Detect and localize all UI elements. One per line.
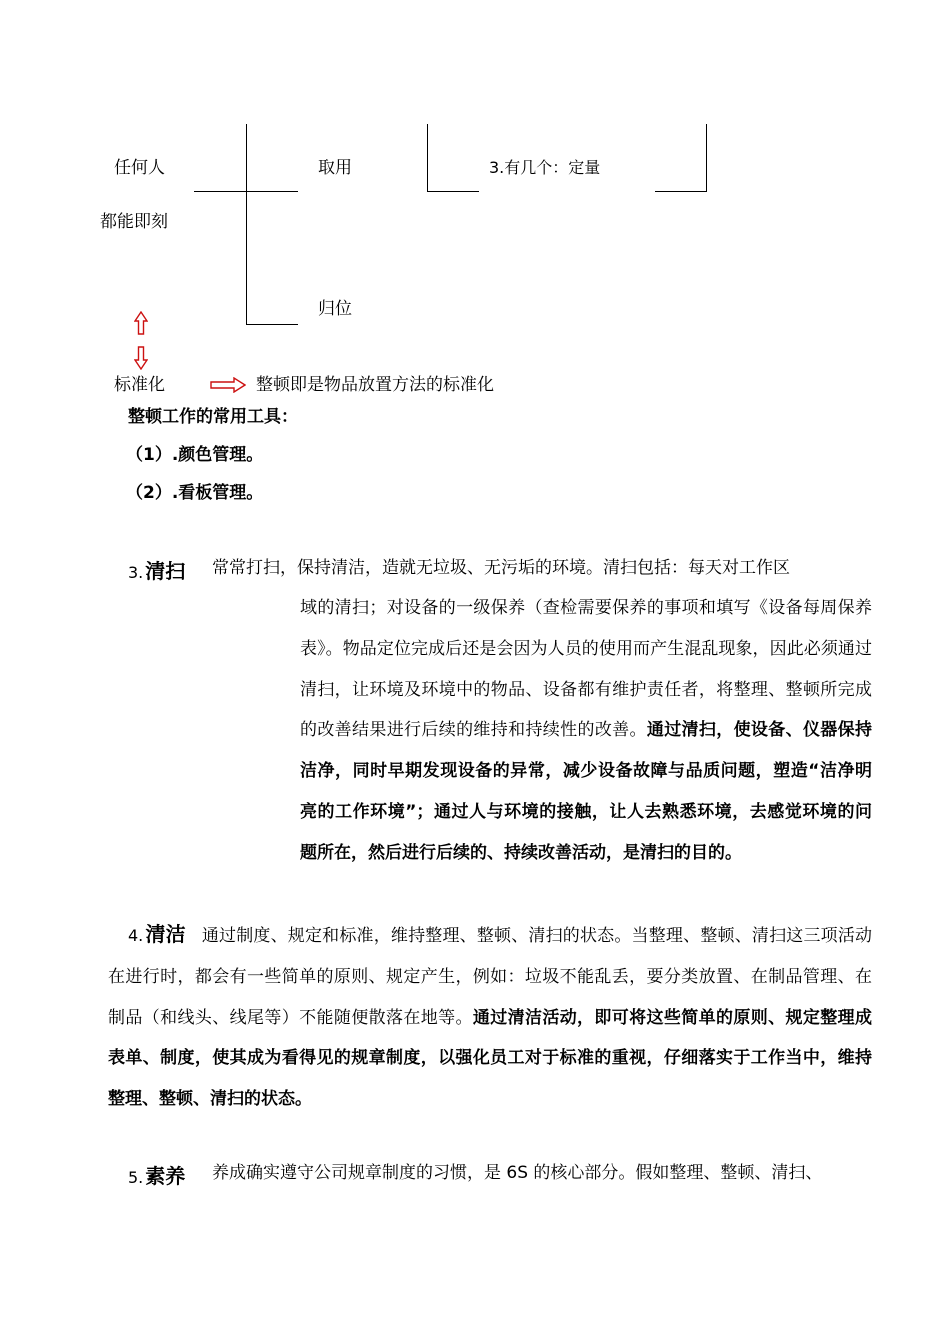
label-standardize: 标准化 (114, 375, 165, 395)
arrow-down-icon (134, 346, 148, 370)
bracket-right-base (655, 191, 707, 192)
connector-return (246, 324, 298, 325)
bracket-right (706, 124, 707, 192)
section-cleaning-intro: 常常打扫，保持清洁，造就无垃圾、无污垢的环境。清扫包括：每天对工作区 (212, 558, 790, 578)
section-discipline-intro: 养成确实遵守公司规章制度的习惯，是 6S 的核心部分。假如整理、整顿、清扫、 (212, 1163, 823, 1183)
section-title: 清扫 (145, 559, 186, 583)
tool-item-board: （2）.看板管理。 (126, 483, 264, 503)
label-anyone: 任何人 (114, 158, 165, 178)
section-number: 3. (128, 563, 144, 582)
label-conclusion: 整顿即是物品放置方法的标准化 (256, 375, 494, 395)
label-return: 归位 (318, 299, 352, 319)
arrow-right-icon (210, 377, 246, 393)
section-number: 4. (128, 926, 144, 945)
section-cleanliness (108, 914, 872, 1120)
label-immediately: 都能即刻 (100, 212, 168, 232)
section-title: 清洁 (145, 922, 186, 946)
section-number: 5. (128, 1168, 144, 1187)
bracket-left-base (427, 191, 479, 192)
section-cleaning-heading (128, 555, 185, 584)
tool-item-color: （1）.颜色管理。 (126, 445, 264, 465)
cleaning-body-bold: 通过清扫，使设备、仪器保持洁净，同时早期发现设备的异常，减少设备故障与品质问题，塑造“洁净明亮的工作环境”；通过人与环境的接触，让人去熟悉环境，去感觉环境的问题所在，然后进行后续的、持续改善活动，是清扫的目的。 (300, 720, 872, 863)
section-title: 素养 (145, 1164, 186, 1188)
bracket-left (427, 124, 428, 192)
section-discipline-heading (128, 1160, 185, 1189)
tools-title: 整顿工作的常用工具： (128, 407, 298, 427)
label-quantity: 3.有几个：定量 (489, 158, 601, 177)
connector-vertical (246, 124, 247, 325)
label-take: 取用 (318, 158, 352, 178)
arrow-up-icon (134, 311, 148, 335)
cleaning-body-text: 域的清扫；对设备的一级保养（查检需要保养的事项和填写《设备每周保养表》。物品定位完成后还是会因为人员的使用而产生混乱现象，因此必须通过清扫，让环境及环境中的物品、设备都有维护责任者，将整理、整顿所完成的改善结果进行后续的维持和持续性的改善。 (300, 598, 872, 741)
cleanliness-body-bold: 通过清洁活动，即可将这些简单的原则、规定整理成表单、制度，使其成为看得见的规章制度，以强化员工对于标准的重视，仔细落实于工作当中，维持整理、整顿、清扫的状态。 (108, 1007, 873, 1110)
cleanliness-body-text: 通过制度、规定和标准，维持整理、整顿、清扫的状态。当整理、整顿、清扫这三项活动在进行时，都会有一些简单的原则、规定产生，例如：垃圾不能乱丢，要分类放置、在制品管理、在制品（和线头、线尾等）不能随便散落在地等。 (108, 926, 873, 1028)
section-cleaning-body (300, 588, 872, 874)
